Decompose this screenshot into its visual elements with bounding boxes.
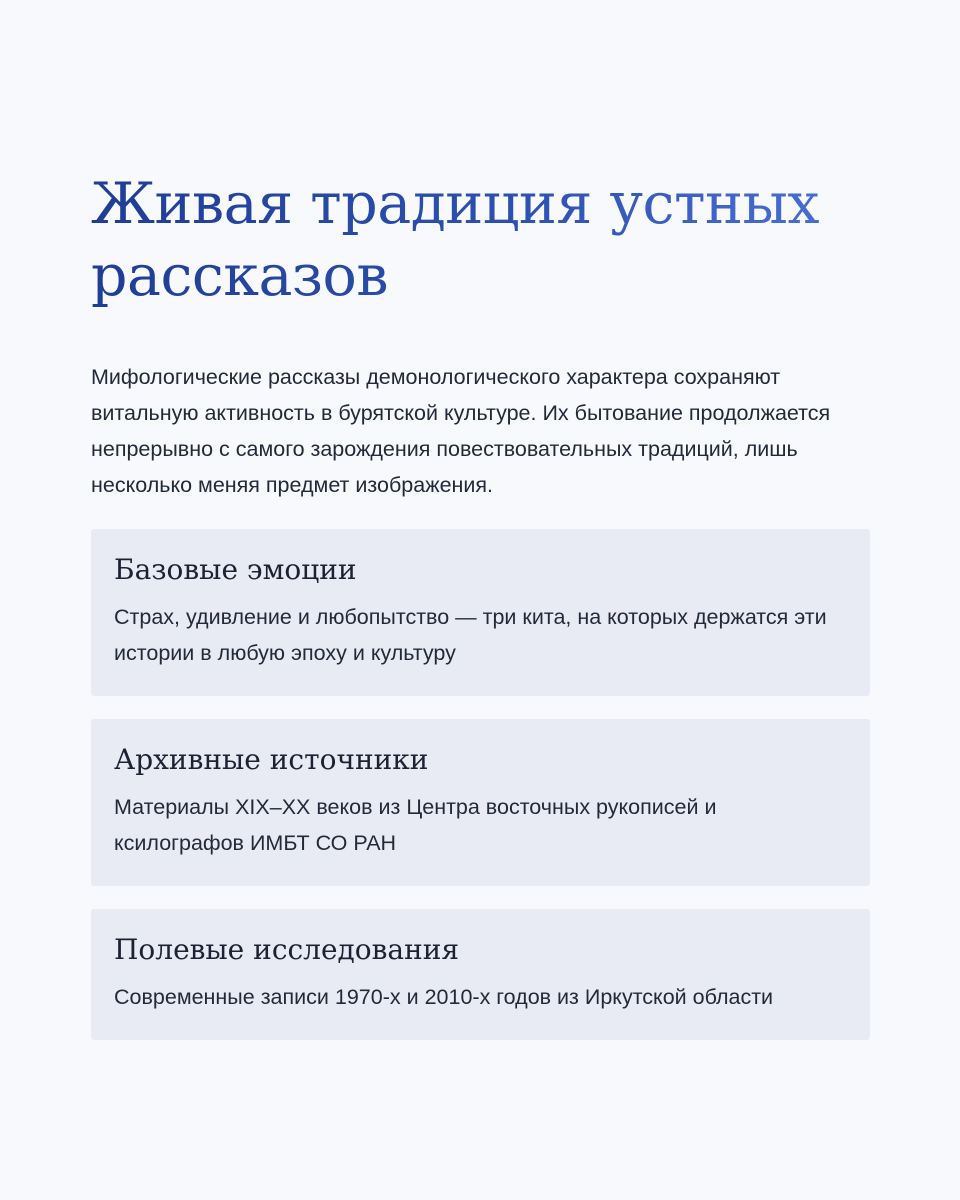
card-field-research: [91, 909, 870, 1040]
card-basic-emotions: [91, 529, 870, 696]
card-title: Архивные источники: [114, 743, 429, 776]
card-text: Материалы XIX–XX веков из Центра восточных рукописей и ксилографов ИМБТ СО РАН: [114, 795, 717, 855]
page-title: Живая традиция устных рассказов: [91, 168, 851, 312]
card-title: Полевые исследования: [114, 933, 460, 966]
intro-paragraph: Мифологические рассказы демонологического характера сохраняют витальную активность в бурятской культуре. Их бытование продолжается непрерывно с самого зарождения повествовательных традиций, лишь несколько меняя предмет изображения.: [91, 365, 831, 497]
cards-list: [91, 529, 870, 1040]
card-archival-sources: [91, 719, 870, 886]
content-area: [91, 168, 870, 1063]
card-title: Базовые эмоции: [114, 553, 357, 586]
card-text: Современные записи 1970-х и 2010-х годов из Иркутской области: [114, 985, 774, 1009]
card-text: Страх, удивление и любопытство — три кита, на которых держатся эти истории в любую эпоху и культуру: [114, 605, 827, 665]
